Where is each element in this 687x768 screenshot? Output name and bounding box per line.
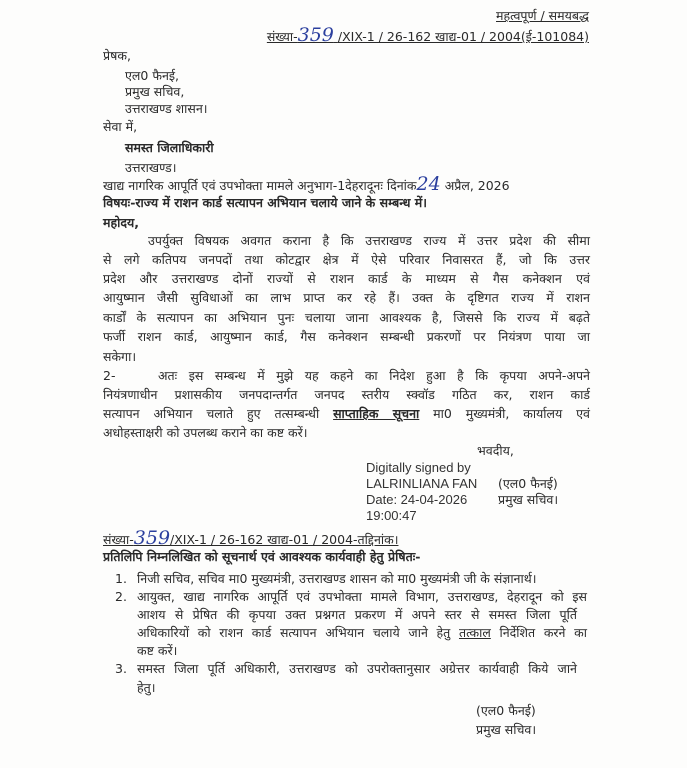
ref-suffix: /XIX-1 / 26-162 खाद्य-01 / 2004-तद्दिनांक। xyxy=(170,532,399,547)
para1-line: उपर्युक्त विषयक अवगत कराना है कि उत्तराखण्ड राज्य में उत्तर प्रदेश की सीमा xyxy=(148,233,590,248)
sender-designation: प्रमुख सचिव, xyxy=(125,84,185,99)
text: मा0 मुख्यमंत्री, कार्यालय एवं xyxy=(433,406,591,421)
subject-line: विषयः-राज्य में राशन कार्ड सत्यापन अभियान चलाये जाने के सम्बन्ध में। xyxy=(103,195,427,210)
list-item-line: हेतु। xyxy=(137,680,156,695)
closing: भवदीय, xyxy=(477,443,514,458)
ref-prefix: संख्या- xyxy=(103,532,134,547)
handwritten-number: 359 xyxy=(297,24,334,46)
department-text: खाद्य नागरिक आपूर्ति एवं उपभोक्ता मामले अनुभाग-1देहरादूनः दिनांक xyxy=(103,178,417,193)
digital-signature-time: 19:00:47 xyxy=(366,508,417,523)
copy-intro: प्रतिलिपि निम्नलिखित को सूचनार्थ एवं आवश्यक कार्यवाही हेतु प्रेषितः- xyxy=(103,549,421,564)
text: निर्देशित करने का xyxy=(499,625,587,640)
ref-suffix: /XIX-1 / 26-162 खाद्य-01 / 2004(ई-101084) xyxy=(337,29,589,44)
para1-line: कार्डों के सत्यापन का अभियान पुनः चलाया जाना आवश्यक है, जिससे कि राज्य में बढ़ते xyxy=(103,310,590,325)
recipient-place: उत्तराखण्ड। xyxy=(125,160,177,175)
underlined-text: तत्काल xyxy=(458,625,491,640)
handwritten-number: 359 xyxy=(133,527,171,549)
priority-label: महत्वपूर्ण / समयबद्ध xyxy=(496,8,589,23)
signatory-designation: प्रमुख सचिव। xyxy=(498,492,559,507)
digital-signature-name: LALRINLIANA FAN xyxy=(366,476,478,491)
para2-line: अतः इस सम्बन्ध में मुझे यह कहने का निदेश हुआ है कि कृपया अपने-अपने xyxy=(158,368,590,383)
month-year: अप्रैल, 2026 xyxy=(444,178,510,193)
footer-signatory-name: (एल0 फैनई) xyxy=(476,703,536,718)
list-item-line: कष्ट करें। xyxy=(137,643,178,658)
list-item-line xyxy=(137,625,587,641)
reference-number xyxy=(266,24,589,46)
para2-line xyxy=(103,406,590,422)
salutation: महोदय, xyxy=(103,215,139,230)
para1-line: फर्जी राशन कार्ड, आयुष्मान कार्ड, गैस कनेक्शन सम्बन्धी प्रकरणों पर नियंत्रण पाया जा xyxy=(103,329,590,344)
footer-signatory-designation: प्रमुख सचिव। xyxy=(476,722,537,737)
list-item-line: आशय से प्रेषित की कृपया उक्त प्रश्नगत प्रकरण में अपने स्तर से समस्त जिला पूर्ति xyxy=(137,607,577,622)
handwritten-day: 24 xyxy=(416,173,441,195)
para1-line: आयुष्मान जैसी सुविधाओं का लाभ प्राप्त कर रहे हैं। उक्त के दृष्टिगत राज्य में राशन xyxy=(103,290,590,305)
para1-line: सकेगा। xyxy=(103,349,137,364)
signatory-name: (एल0 फैनई) xyxy=(498,476,558,491)
list-number: 1. xyxy=(115,571,127,586)
sender-name: एल0 फैनई, xyxy=(125,68,179,83)
recipient-name: समस्त जिलाधिकारी xyxy=(125,140,214,155)
para2-line: नियंत्रणाधीन प्रशासकीय जनपदान्तर्गत जनपद स्तरीय स्क्वॉड गठित कर, राशन कार्ड xyxy=(103,387,590,402)
underlined-text: साप्ताहिक सूचना xyxy=(333,406,420,421)
list-number: 3. xyxy=(115,661,127,676)
copy-reference-number xyxy=(103,527,399,549)
text: अधिकारियों को राशन कार्ड सत्यापन अभियान चलाये जाने हेतु xyxy=(137,625,451,640)
para2-line: अधोहस्ताक्षरी को उपलब्ध कराने का कष्ट करें। xyxy=(103,425,308,440)
para1-line: से लगे कतिपय जनपदों तथा कोटद्वार क्षेत्र में ऐसे परिवार निवासरत हैं, जो कि उत्तर xyxy=(103,252,590,267)
digital-signature-date: Date: 24-04-2026 xyxy=(366,492,468,507)
list-number: 2. xyxy=(115,589,127,604)
recipient-label: सेवा में, xyxy=(103,119,138,134)
sender-office: उत्तराखण्ड शासन। xyxy=(125,101,208,116)
sender-label: प्रेषक, xyxy=(103,48,131,63)
para1-line: प्रदेश और उत्तराखण्ड दोनों राज्यों से राशन कार्ड के माध्यम से गैस कनेक्शन एवं xyxy=(103,271,590,286)
list-item-line: आयुक्त, खाद्य नागरिक आपूर्ति एवं उपभोक्ता मामले विभाग, उत्तराखण्ड, देहरादून को इस xyxy=(137,589,587,604)
digital-signature-line: Digitally signed by xyxy=(366,460,471,475)
list-item-line: निजी सचिव, सचिव मा0 मुख्यमंत्री, उत्तराखण्ड शासन को मा0 मुख्यमंत्री जी के संज्ञानार्थ। xyxy=(137,571,537,586)
list-item-line: समस्त जिला पूर्ति अधिकारी, उत्तराखण्ड को उपरोक्तानुसार अग्रेत्तर कार्यवाही किये जाने xyxy=(137,661,577,676)
ref-prefix: संख्या- xyxy=(266,29,298,44)
para2-number: 2- xyxy=(103,368,116,383)
department-date-line xyxy=(103,173,510,195)
text: सत्यापन अभियान चलाते हुए तत्सम्बन्धी xyxy=(103,406,320,421)
